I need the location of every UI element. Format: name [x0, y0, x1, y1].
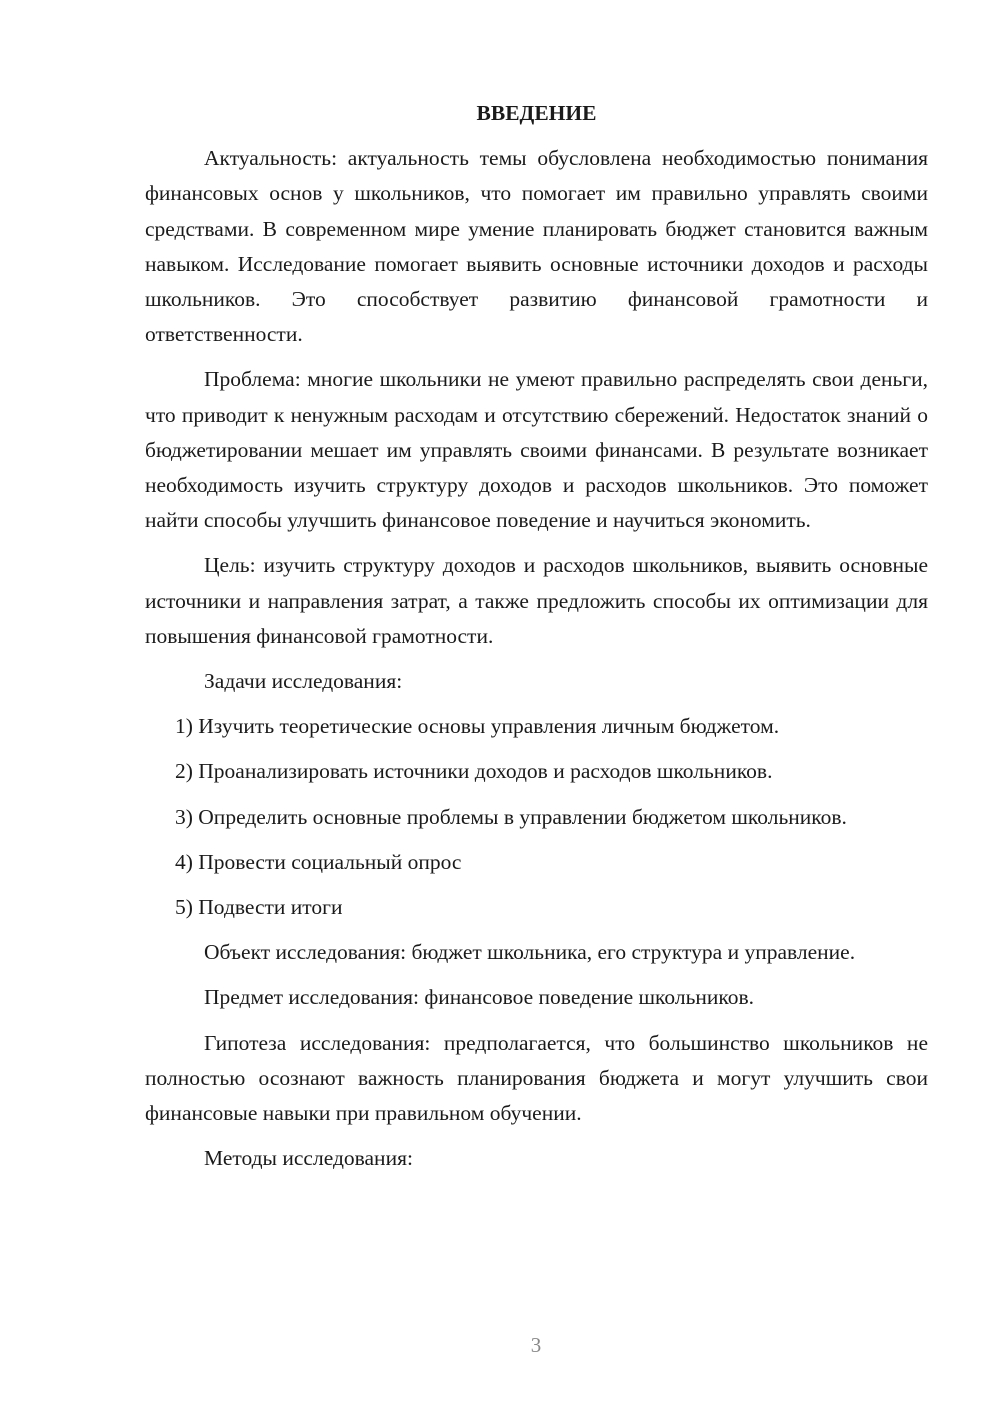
task-item-2: 2) Проанализировать источники доходов и расходов школьников.	[175, 759, 773, 784]
document-page	[145, 96, 928, 1186]
methods-heading: Методы исследования:	[204, 1146, 413, 1171]
section-heading: ВВЕДЕНИЕ	[476, 101, 597, 125]
hypothesis-paragraph: Гипотеза исследования: предполагается, что большинство школьников не полностью осознают важность планирования бюджета и могут улучшить свои финансовые навыки при правильном обучении.	[145, 1030, 928, 1126]
task-item-4: 4) Провести социальный опрос	[175, 849, 462, 874]
task-item-3: 3) Определить основные проблемы в управлении бюджетом школьников.	[175, 804, 847, 829]
page-number: 3	[530, 1333, 542, 1357]
relevance-paragraph: Актуальность: актуальность темы обусловлена необходимостью понимания финансовых основ у школьников, что помогает им правильно управлять своими средствами. В современном мире умение планировать бюджет становится важным навыком. Исследование помогает выявить основные источники доходов и расходы школьников. Это способствует развитию финансовой грамотности и ответственности.	[145, 146, 928, 347]
object-paragraph: Объект исследования: бюджет школьника, его структура и управление.	[204, 940, 856, 965]
tasks-heading: Задачи исследования:	[204, 669, 403, 694]
task-item-5: 5) Подвести итоги	[175, 895, 343, 920]
task-item-1: 1) Изучить теоретические основы управления личным бюджетом.	[175, 714, 780, 739]
subject-paragraph: Предмет исследования: финансовое поведение школьников.	[204, 985, 755, 1010]
goal-paragraph: Цель: изучить структуру доходов и расходов школьников, выявить основные источники и направления затрат, а также предложить способы их оптимизации для повышения финансовой грамотности.	[145, 553, 928, 648]
problem-paragraph: Проблема: многие школьники не умеют правильно распределять свои деньги, что приводит к ненужным расходам и отсутствию сбережений. Недостаток знаний о бюджетировании мешает им управлять своими финансами. В результате возникает необходимость изучить структуру доходов и расходов школьников. Это поможет найти способы улучшить финансовое поведение и научиться экономить.	[145, 367, 928, 533]
